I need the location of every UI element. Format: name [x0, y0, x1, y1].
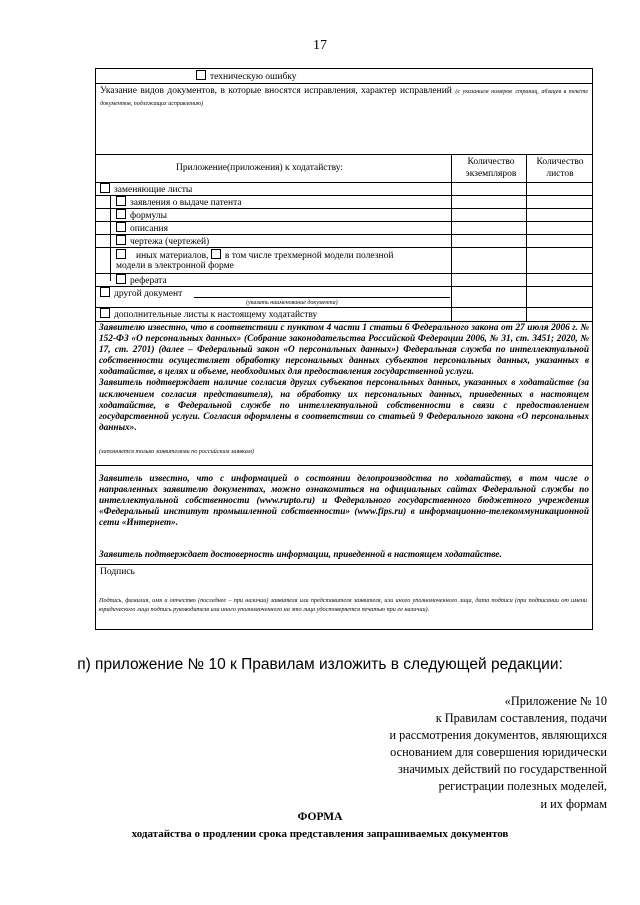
appendix-line: и их формам — [540, 796, 607, 811]
appendix-line: основанием для совершения юридически — [390, 745, 607, 760]
appendix-line: значимых действий по государственной — [397, 762, 607, 777]
signature-block — [96, 564, 592, 629]
signature-note: Подпись, фамилия, имя и отчество (последнее – при наличии) заявителя или представителя заявителя, или иного уполномоченного лица, дата подписи (при подписании от имени юридического лица подпись руководителя или иного уполномоченного на это лица удостоверяется печатью при ее наличии). — [99, 597, 587, 613]
additional-checkbox[interactable] — [100, 308, 110, 318]
attachment-item-other-document: другой документ — [100, 287, 182, 300]
page-number: 17 — [313, 38, 327, 53]
form-subtitle: ходатайства о продлении срока представления запрашиваемых документов — [131, 828, 509, 840]
appendix-line: и рассмотрения документов, являющихся — [389, 728, 607, 743]
form-title: ФОРМА — [297, 811, 343, 823]
attachments-header-row — [96, 154, 592, 183]
amendment-line: п) приложение № 10 к Правилам изложить в следующей редакции: — [77, 656, 563, 673]
attachment-item-replacement: заменяющие листы — [100, 183, 192, 196]
attachment-item-abstract: реферата — [116, 274, 167, 287]
formulas-checkbox[interactable] — [116, 209, 126, 219]
attachment-item-description: описания — [116, 222, 168, 235]
consent-note: (заполняется только заявителями по российским заявкам) — [99, 448, 254, 455]
appendix-line: к Правилам составления, подачи — [435, 711, 607, 726]
consent-paragraph-2: Заявитель подтверждает наличие согласия других субъектов персональных данных, указанных в ходатайстве (за исключением согласия представителя), на обработку их персональных данных, приведенных в настоящем ходатайстве, в Федеральной службе по интеллектуальной собственности в связи с предоставлением государственной услуги. Согласия оформлены в соответствии со статьей 9 Федерального закона «О персональных данных». — [99, 378, 589, 433]
sheets-header-2: листов — [546, 169, 574, 179]
sheets-column-line — [526, 154, 527, 321]
confirm-text: Заявитель подтверждает достоверность информации, приведенной в настоящем ходатайстве. — [99, 550, 502, 560]
attachment-item-formulas: формулы — [116, 209, 167, 222]
info-text: Заявитель известно, что с информацией о состоянии делопроизводства по ходатайству, в том числе о направленных заявителю документах, можно ознакомиться на официальных сайтах Федеральной службы по интеллектуальной собственности (www.rupto.ru) и Федерального государственного бюджетного учреждения «Федеральный институт промышленной собственности» (www.fips.ru) в информационно-телекоммуникационной сети «Интернет». — [99, 474, 589, 529]
other-materials-continuation: модели в электронной форме — [116, 261, 234, 271]
consent-block — [96, 321, 592, 460]
abstract-checkbox[interactable] — [116, 274, 126, 284]
signature-label: Подпись — [100, 567, 135, 577]
other-document-note: (указать наименование документа) — [246, 300, 338, 306]
copies-column-line — [451, 154, 452, 321]
indication-note-a: (с указанием номеров — [455, 89, 512, 95]
error-option-label: техническую ошибку — [210, 72, 297, 82]
copies-header-1: Количество — [467, 157, 515, 167]
appendix-line: регистрации полезных моделей, — [438, 779, 607, 794]
replacement-checkbox[interactable] — [100, 183, 110, 193]
info-block — [96, 465, 592, 560]
application-checkbox[interactable] — [116, 196, 126, 206]
indication-label: Указание видов документов, в которые вносятся исправления, характер исправлений — [100, 86, 452, 96]
description-checkbox[interactable] — [116, 222, 126, 232]
3d-model-checkbox[interactable] — [211, 249, 221, 259]
appendix-header — [389, 693, 607, 813]
copies-header-2: экземпляров — [465, 169, 517, 179]
attachment-item-additional: дополнительные листы к настоящему ходатайству — [100, 308, 317, 321]
drawing-checkbox[interactable] — [116, 235, 126, 245]
error-checkbox[interactable] — [196, 70, 206, 80]
appendix-line: «Приложение № 10 — [504, 694, 607, 708]
indication-note-b: страниц, абзацев в тексте документов, подлежащих исправлению) — [100, 89, 589, 107]
indication-input-area[interactable] — [98, 122, 588, 150]
other-materials-checkbox[interactable] — [116, 249, 126, 259]
petition-form-table — [95, 68, 593, 630]
attachment-item-drawing: чертежа (чертежей) — [116, 235, 209, 248]
signature-field[interactable] — [156, 567, 586, 589]
other-document-checkbox[interactable] — [100, 287, 110, 297]
consent-paragraph-1: Заявителю известно, что в соответствии с пунктом 4 части 1 статьи 6 Федерального закона от 27 июля 2006 г. № 152-ФЗ «О персональных данных» (Собрание законодательства Российской Федерации 2006, № 31, ст. 3451; 2020, № 17, ст. 2701) (далее – Федеральный закон «О персональных данных») Федеральная служба по интеллектуальной собственности осуществляет обработку персональных данных субъектов персональных данных, указанных в ходатайстве, в целях и объеме, необходимых для предоставления государственной услуги. — [99, 323, 589, 378]
attachment-item-other-materials: иных материалов, в том числе трехмерной модели полезной — [116, 249, 393, 262]
indication-row — [96, 83, 592, 154]
attachments-header: Приложение(приложения) к ходатайству: — [176, 163, 344, 173]
error-option-row — [196, 70, 297, 83]
sheets-header-1: Количество — [536, 157, 584, 167]
attachment-item-application: заявления о выдаче патента — [116, 196, 242, 209]
